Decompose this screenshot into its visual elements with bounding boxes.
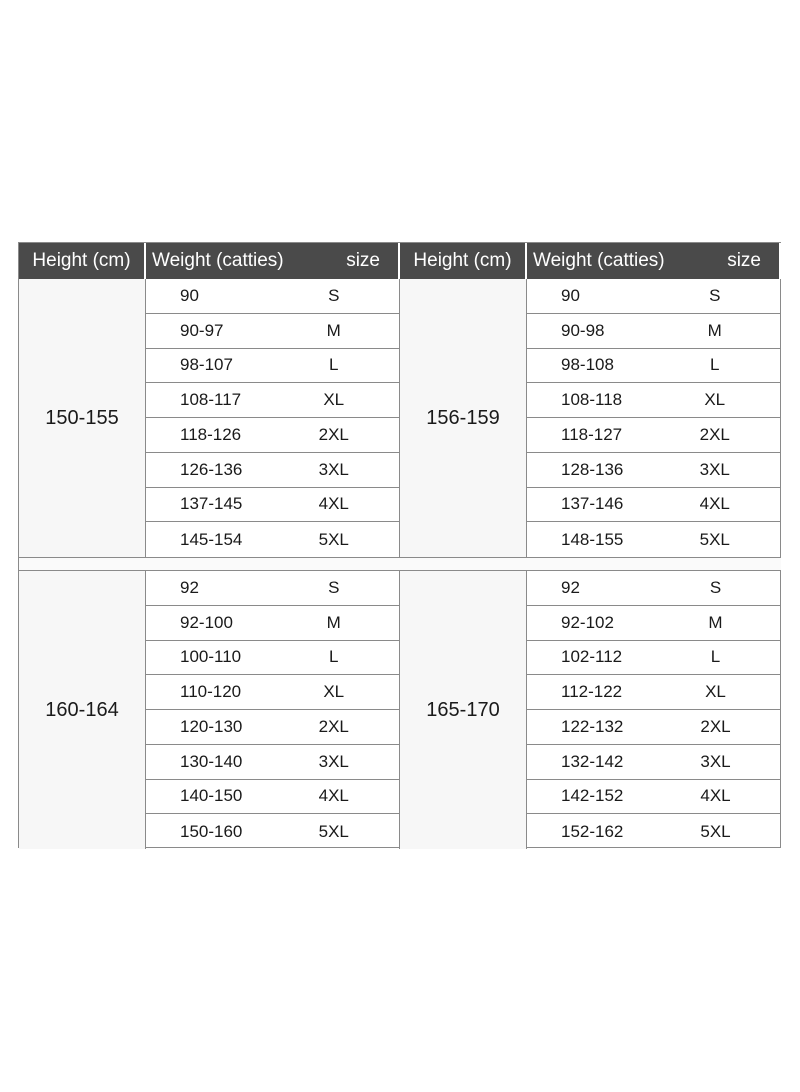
- table-row: [527, 488, 780, 523]
- size-cell: 3XL: [699, 459, 730, 479]
- weight-range-cell: 92-100: [180, 612, 233, 632]
- table-row: [527, 314, 780, 349]
- weight-range-cell: 137-146: [561, 494, 624, 514]
- size-cell: 3XL: [700, 751, 731, 771]
- size-cell: 2XL: [318, 716, 349, 736]
- header-height-right: [400, 243, 527, 279]
- table-row: [527, 522, 780, 557]
- size-cell: S: [709, 285, 721, 305]
- weight-range-cell: 130-140: [180, 751, 243, 771]
- size-cell: XL: [704, 390, 726, 410]
- header-height-left: [19, 243, 146, 279]
- size-cell: S: [709, 577, 722, 597]
- table-row: [146, 522, 399, 557]
- table-row: [146, 814, 399, 849]
- table-row: [146, 349, 399, 384]
- size-cell: L: [710, 355, 720, 375]
- weight-range-cell: 118-126: [180, 424, 242, 444]
- weight-range-cell: 137-145: [180, 494, 243, 514]
- header-weight-size-left: [146, 243, 400, 279]
- size-cell: M: [326, 320, 341, 340]
- weight-range-cell: 108-117: [180, 390, 242, 410]
- weight-range-cell: 112-122: [561, 682, 623, 702]
- size-cell: 5XL: [699, 529, 730, 549]
- table-row: [146, 710, 399, 745]
- size-cell: 4XL: [700, 786, 731, 806]
- height-range-label: 160-164: [45, 698, 119, 721]
- table-row: [527, 279, 780, 314]
- weight-range-cell: 90-98: [561, 320, 605, 340]
- height-range-label: 156-159: [426, 406, 500, 429]
- weight-size-block: [146, 279, 400, 557]
- table-row: [527, 571, 781, 606]
- table-row: [527, 780, 781, 815]
- weight-range-cell: 142-152: [561, 786, 624, 806]
- height-range-cell: [400, 571, 527, 849]
- size-cell: 3XL: [318, 459, 349, 479]
- weight-range-cell: 132-142: [561, 751, 624, 771]
- table-row: [527, 675, 781, 710]
- header-weight-label-right: Weight (catties): [533, 250, 665, 271]
- size-cell: 2XL: [699, 424, 730, 444]
- table-row: [146, 745, 399, 780]
- section-divider: [19, 557, 781, 571]
- table-row: [527, 814, 781, 849]
- size-cell: 3XL: [318, 751, 349, 771]
- weight-range-cell: 100-110: [180, 647, 242, 667]
- weight-range-cell: 92: [561, 577, 580, 597]
- weight-range-cell: 90: [561, 285, 580, 305]
- table-row: [146, 571, 399, 606]
- weight-size-block: [146, 571, 400, 849]
- table-row: [527, 418, 780, 453]
- weight-range-cell: 92: [180, 577, 199, 597]
- size-cell: XL: [323, 390, 345, 410]
- weight-range-cell: 126-136: [180, 459, 243, 479]
- height-range-label: 150-155: [45, 406, 119, 429]
- size-cell: 2XL: [700, 716, 731, 736]
- table-row: [146, 675, 399, 710]
- header-weight-label-left: Weight (catties): [152, 250, 284, 271]
- weight-size-block: [527, 279, 781, 557]
- table-row: [527, 710, 781, 745]
- table-row: [527, 453, 780, 488]
- table-row: [146, 641, 399, 676]
- size-cell: L: [710, 647, 721, 667]
- header-size-label-left: size: [346, 250, 380, 271]
- table-row: [146, 418, 399, 453]
- table-row: [146, 780, 399, 815]
- weight-size-block: [527, 571, 781, 849]
- weight-range-cell: 120-130: [180, 716, 243, 736]
- height-range-cell: [19, 571, 146, 849]
- weight-range-cell: 128-136: [561, 459, 624, 479]
- size-cell: 5XL: [700, 821, 731, 841]
- header-size-label-right: size: [727, 250, 761, 271]
- size-cell: L: [329, 647, 339, 667]
- size-cell: M: [707, 320, 722, 340]
- weight-range-cell: 92-102: [561, 612, 614, 632]
- size-cell: S: [328, 577, 340, 597]
- header-height-label-right: Height (cm): [413, 250, 512, 271]
- weight-range-cell: 98-108: [561, 355, 614, 375]
- table-row: [146, 383, 399, 418]
- height-range-label: 165-170: [426, 698, 500, 721]
- weight-range-cell: 90: [180, 285, 199, 305]
- size-cell: XL: [705, 682, 726, 702]
- weight-range-cell: 140-150: [180, 786, 243, 806]
- table-row: [146, 606, 399, 641]
- table-row: [527, 349, 780, 384]
- weight-range-cell: 150-160: [180, 821, 243, 841]
- table-row: [146, 314, 399, 349]
- table-row: [527, 745, 781, 780]
- header-weight-size-right: [527, 243, 781, 279]
- size-cell: L: [329, 355, 339, 375]
- weight-range-cell: 90-97: [180, 320, 224, 340]
- weight-range-cell: 122-132: [561, 716, 624, 736]
- header-height-label-left: Height (cm): [32, 250, 131, 271]
- height-range-cell: [19, 279, 146, 557]
- table-row: [146, 453, 399, 488]
- size-cell: S: [328, 285, 340, 305]
- size-cell: 4XL: [318, 494, 349, 514]
- weight-range-cell: 98-107: [180, 355, 233, 375]
- table-row: [146, 488, 399, 523]
- table-row: [527, 383, 780, 418]
- size-cell: M: [326, 612, 341, 632]
- size-cell: XL: [323, 682, 345, 702]
- size-cell: 4XL: [699, 494, 730, 514]
- size-cell: M: [708, 612, 723, 632]
- size-chart-table: [18, 242, 781, 848]
- size-cell: 5XL: [318, 821, 349, 841]
- weight-range-cell: 148-155: [561, 529, 624, 549]
- size-cell: 2XL: [318, 424, 349, 444]
- table-row: [527, 641, 781, 676]
- weight-range-cell: 152-162: [561, 821, 624, 841]
- weight-range-cell: 118-127: [561, 424, 623, 444]
- size-cell: 5XL: [318, 529, 349, 549]
- weight-range-cell: 145-154: [180, 529, 243, 549]
- size-cell: 4XL: [318, 786, 349, 806]
- weight-range-cell: 108-118: [561, 390, 623, 410]
- table-row: [146, 279, 399, 314]
- weight-range-cell: 102-112: [561, 647, 623, 667]
- table-row: [527, 606, 781, 641]
- weight-range-cell: 110-120: [180, 682, 242, 702]
- height-range-cell: [400, 279, 527, 557]
